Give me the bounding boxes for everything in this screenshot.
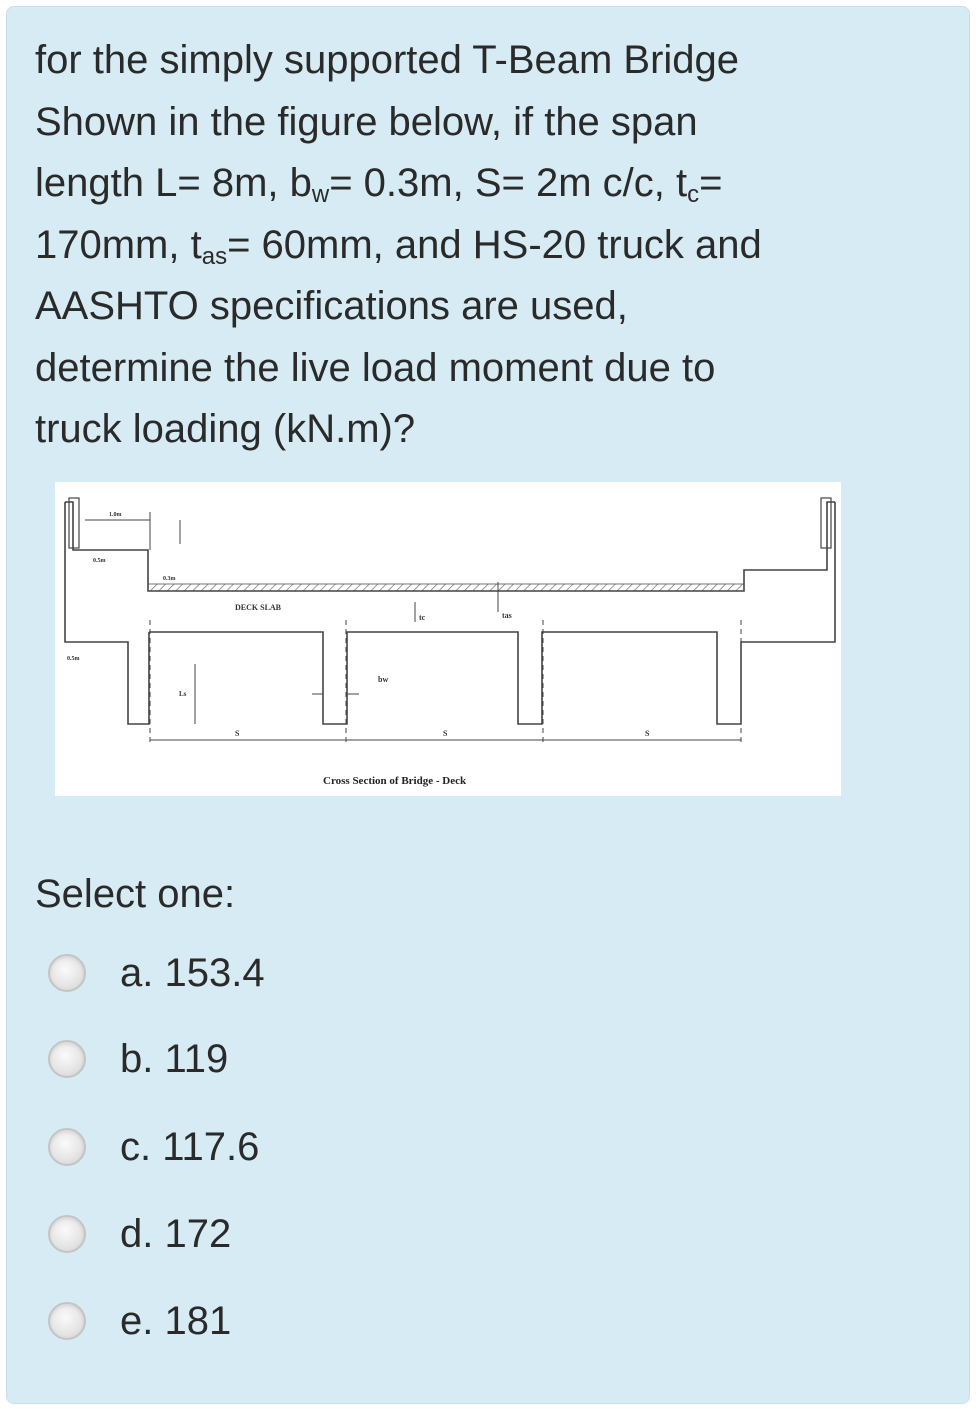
question-line-6: determine the live load moment due to [35,345,716,390]
option-b-label: b. 119 [120,1036,229,1081]
question-line-4: 170mm, $t_{as}= 60mm$, and HS-20 truck and [35,222,762,270]
select-one-label: Select one: [35,872,236,916]
question-line-2: Shown in the figure below, if the span [35,99,698,144]
figure-caption: Cross Section of Bridge - Deck [323,775,467,787]
question-line-1: for the simply supported T-Beam Bridge [35,38,740,82]
option-e-label: e. 181 [120,1298,232,1343]
radio-button-c[interactable] [48,1128,86,1166]
option-d-label: d. 172 [120,1211,232,1256]
radio-button-e[interactable] [48,1302,86,1340]
left-dim-label: 0.5m [67,656,80,662]
wearing-surface [148,584,744,591]
deck-slab-label: DECK SLAB [235,603,282,612]
option-d[interactable] [48,1209,348,1259]
question-line-5: AASHTO specifications are used, [35,284,628,328]
bw-label: bw [378,675,389,684]
option-b[interactable] [48,1034,348,1084]
option-c-label: c. 117.6 [120,1124,260,1169]
option-c[interactable] [48,1122,348,1172]
question-line-7: truck loading (kN.m)? [35,407,416,451]
right-railing [821,498,831,548]
radio-button-d[interactable] [48,1215,86,1253]
radio-button-b[interactable] [48,1040,86,1078]
tc-label: tc [419,613,426,622]
question-line-3: length L= 8m, $b_w= 0.3m$, S= 2m c/c, $t_c=$ [35,161,723,208]
bridge-cross-section-figure [55,482,841,796]
spacing-label-1: S [235,729,240,738]
depth-label: Ls [179,690,187,698]
top-dim-label-1: 1.0m [109,512,122,518]
question-text [35,30,935,461]
spacing-label-2: S [443,729,448,738]
top-dim-label-2: 0.5m [93,558,106,564]
left-railing [69,498,79,548]
tas-label: tas [502,611,512,620]
option-a[interactable] [48,948,348,998]
radio-button-a[interactable] [48,954,86,992]
option-e[interactable] [48,1296,348,1346]
top-dim-label-3: 0.3m [163,576,176,582]
spacing-label-3: S [645,729,650,738]
option-a-label: a. 153.4 [120,950,265,995]
